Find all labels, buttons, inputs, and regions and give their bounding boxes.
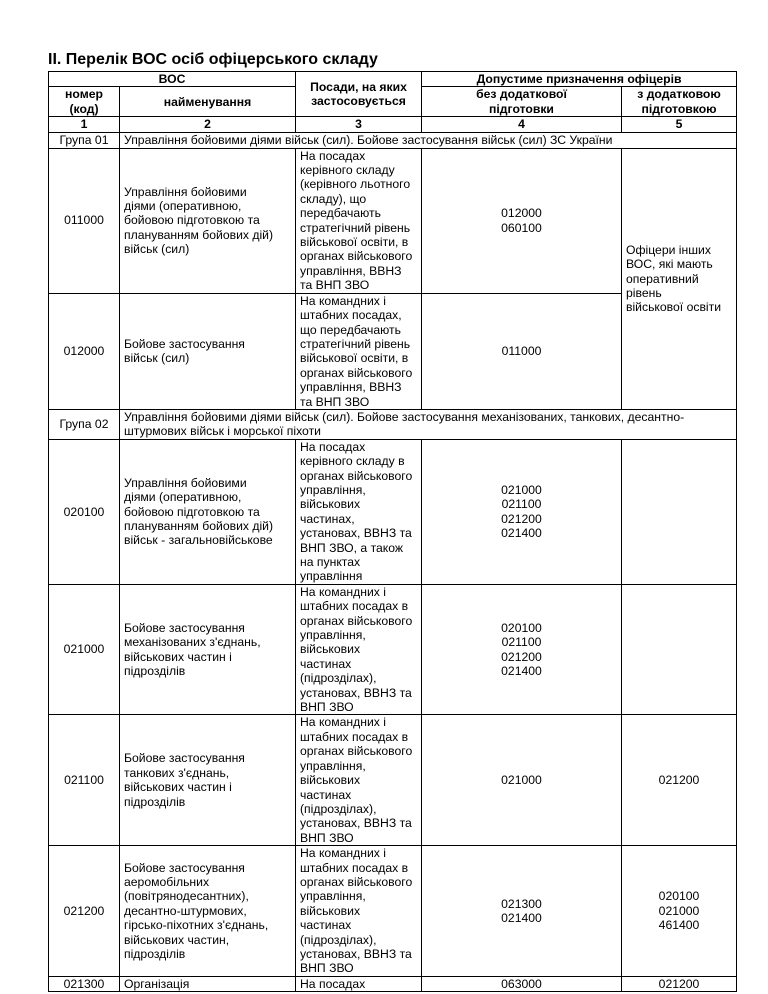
col-number-2: 2: [120, 117, 296, 132]
voc-z-shared: Офіцери інших ВОС, які мають оперативний рівень військової освіти: [622, 148, 737, 409]
header-dopustyme: Допустиме призначення офіцерів: [422, 72, 737, 87]
voc-bez-codes: 011000: [422, 293, 622, 409]
header-voc: ВОС: [49, 72, 296, 87]
group-description: Управління бойовими діями військ (сил). Бойове застосування військ (сил) ЗС України: [120, 132, 737, 148]
voc-posady: На посадах керівного складу в органах військового управління, військових частинах, установах, ВВНЗ та ВНП ЗВО, а також на пунктах управління: [296, 439, 422, 584]
header-numbers-row: [49, 117, 737, 132]
header-posady: Посади, на яких застосовується: [296, 72, 422, 117]
voc-code: 021100: [49, 715, 120, 846]
header-nomer: номер (код): [49, 87, 120, 117]
voc-code: 021000: [49, 584, 120, 715]
voc-bez-codes: 021000: [422, 715, 622, 846]
header-naimenuvannia: найменування: [120, 87, 296, 117]
col-number-1: 1: [49, 117, 120, 132]
voc-posady: На посадах: [296, 976, 422, 991]
col-number-5: 5: [622, 117, 737, 132]
voc-z-codes: 020100 021000 461400: [622, 846, 737, 977]
col-number-4: 4: [422, 117, 622, 132]
group-label: Група 02: [49, 409, 120, 439]
voc-z-codes: [622, 439, 737, 584]
voc-posady: На командних і штабних посадах в органах військового управління, військових частинах (підрозділах), установах, ВВНЗ та ВНП ЗВО: [296, 584, 422, 715]
voc-bez-codes: 021300 021400: [422, 846, 622, 977]
voc-name: Бойове застосування військ (сил): [120, 293, 296, 409]
table-row: [49, 584, 737, 715]
header-row-1: [49, 72, 737, 87]
voc-code: 011000: [49, 148, 120, 293]
voc-posady: На посадах керівного складу (керівного льотного складу), що передбачають стратегічний рівень військової освіти, в органах військового управління, ВВНЗ та ВНП ЗВО: [296, 148, 422, 293]
table-row: [49, 148, 737, 293]
voc-posady: На командних і штабних посадах в органах військового управління, військових частинах (підрозділах), установах, ВВНЗ та ВНП ЗВО: [296, 846, 422, 977]
voc-table: [48, 71, 737, 992]
voc-bez-codes: 021000 021100 021200 021400: [422, 439, 622, 584]
voc-bez-codes: 020100 021100 021200 021400: [422, 584, 622, 715]
voc-posady: На командних і штабних посадах в органах військового управління, військових частинах (підрозділах), установах, ВВНЗ та ВНП ЗВО: [296, 715, 422, 846]
voc-name: Бойове застосування аеромобільних (повітрянодесантних), десантно-штурмових, гірсько-піхотних з'єднань, військових частин, підрозділів: [120, 846, 296, 977]
voc-name: Бойове застосування танкових з'єднань, військових частин і підрозділів: [120, 715, 296, 846]
voc-bez-codes: 063000: [422, 976, 622, 991]
table-row: [49, 715, 737, 846]
group-description: Управління бойовими діями військ (сил). Бойове застосування механізованих, танкових, десантно- штурмових військ і морської піхоти: [120, 409, 737, 439]
voc-name: Організація: [120, 976, 296, 991]
voc-code: 020100: [49, 439, 120, 584]
group-row-01: [49, 132, 737, 148]
document-title: ІІ. Перелік ВОС осіб офіцерського складу: [48, 51, 378, 68]
voc-code: 012000: [49, 293, 120, 409]
col-number-3: 3: [296, 117, 422, 132]
voc-code: 021300: [49, 976, 120, 991]
voc-z-codes: 021200: [622, 976, 737, 991]
voc-name: Бойове застосування механізованих з'єднань, військових частин і підрозділів: [120, 584, 296, 715]
group-label: Група 01: [49, 132, 120, 148]
voc-z-codes: 021200: [622, 715, 737, 846]
table-row: [49, 846, 737, 977]
voc-posady: На командних і штабних посадах, що передбачають стратегічний рівень військової освіти, в органах військового управління, ВВНЗ та ВНП ЗВО: [296, 293, 422, 409]
table-row: [49, 439, 737, 584]
voc-code: 021200: [49, 846, 120, 977]
group-row-02: [49, 409, 737, 439]
table-row: [49, 976, 737, 991]
header-z: з додатковою підготовкою: [622, 87, 737, 117]
voc-bez-codes: 012000 060100: [422, 148, 622, 293]
voc-name: Управління бойовими діями (оперативною, бойовою підготовкою та плануванням бойових дій) військ (сил): [120, 148, 296, 293]
voc-name: Управління бойовими діями (оперативною, бойовою підготовкою та плануванням бойових дій) військ - загальновійськове: [120, 439, 296, 584]
voc-z-codes: [622, 584, 737, 715]
header-bez: без додаткової підготовки: [422, 87, 622, 117]
